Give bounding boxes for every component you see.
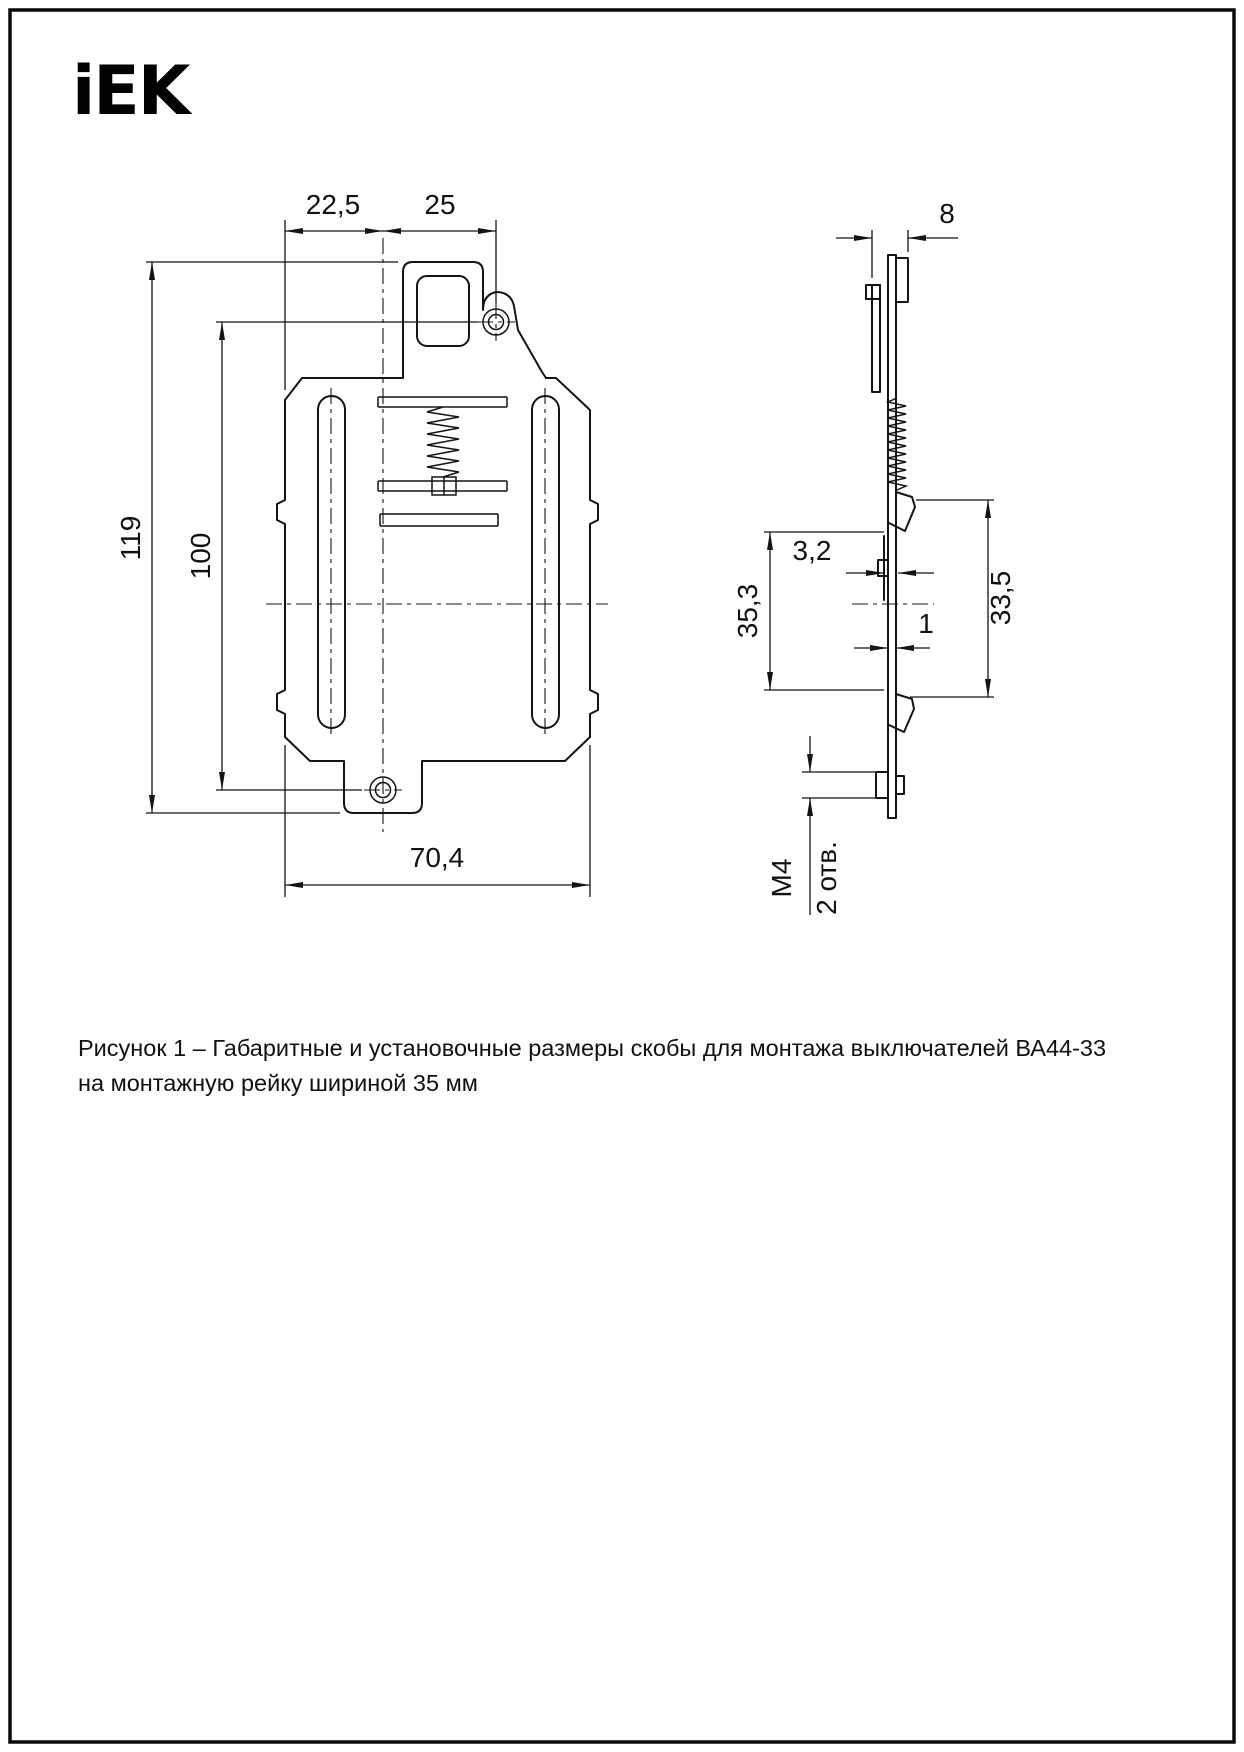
bracket-outline — [277, 262, 598, 813]
figure-caption-line2: на монтажную рейку шириной 35 мм — [78, 1070, 478, 1096]
dim-depth-label: 8 — [939, 198, 955, 229]
figure-caption — [78, 1035, 1106, 1096]
dim-offset-label: 3,2 — [792, 535, 832, 566]
dim-thread-label: M4 — [766, 858, 797, 898]
side-profile — [866, 255, 915, 818]
dim-rail-opening-label: 35,3 — [732, 583, 763, 639]
dim-thickness — [854, 608, 934, 648]
dim-holes-count-label: 2 отв. — [811, 841, 842, 915]
handle-opening — [417, 276, 469, 346]
dim-width — [285, 745, 590, 897]
front-view — [115, 189, 608, 897]
page-border — [10, 10, 1234, 1742]
dim-offset — [793, 535, 934, 573]
dim-screw-holes — [766, 736, 876, 915]
dim-height-overall — [115, 262, 398, 813]
dim-top-right-label: 25 — [424, 189, 456, 220]
spring-coil-side — [888, 398, 906, 490]
iek-logo-text: iEK — [72, 52, 189, 131]
dim-top-left-label: 22,5 — [305, 189, 361, 220]
latch-tab — [432, 477, 456, 495]
dim-width-label: 70,4 — [409, 842, 465, 873]
side-view — [732, 198, 1016, 915]
dim-height-overall-label: 119 — [115, 515, 146, 561]
figure-caption-line1: Рисунок 1 – Габаритные и установочные размеры скобы для монтажа выключателей ВА44-33 — [78, 1035, 1107, 1061]
iek-logo — [72, 52, 193, 131]
dim-top-right — [383, 189, 496, 303]
dim-thickness-label: 1 — [918, 608, 934, 639]
spring-coil — [427, 407, 459, 477]
dim-top-left — [285, 189, 383, 390]
latch-rails — [378, 397, 507, 526]
dim-clamp-height-label: 33,5 — [985, 570, 1016, 626]
dim-clamp-height — [910, 500, 1016, 697]
dim-hole-spacing-label: 100 — [185, 532, 216, 580]
